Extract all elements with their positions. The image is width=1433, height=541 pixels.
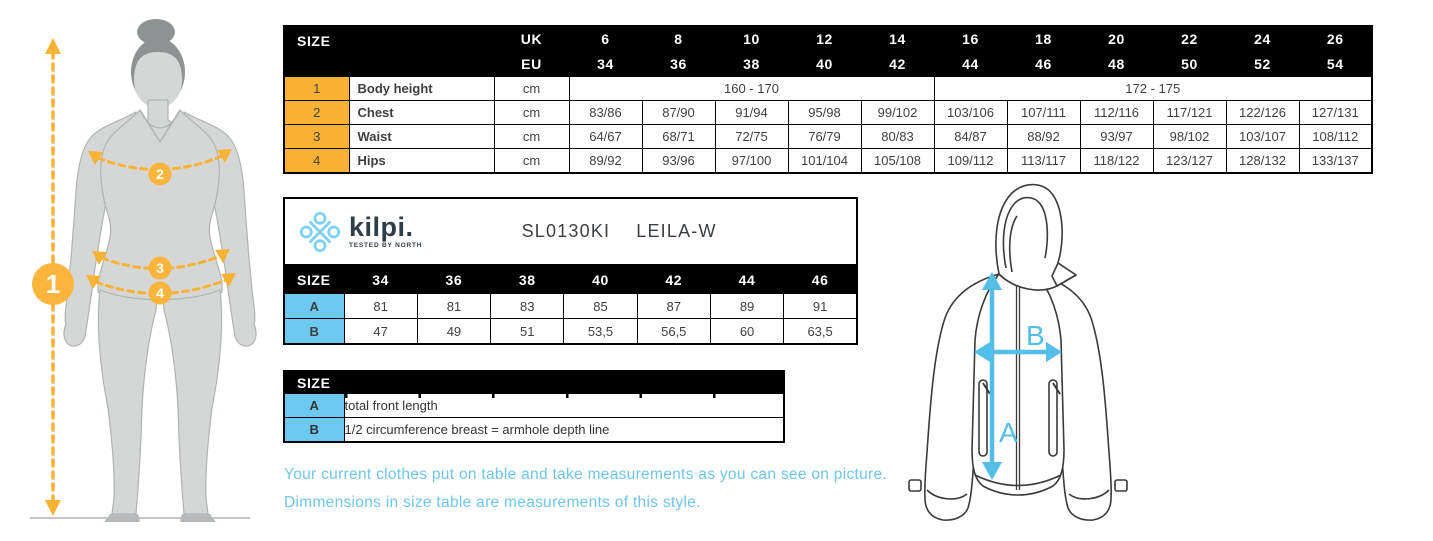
eu-size-cell: 50 — [1153, 52, 1226, 77]
value-cell: 93/97 — [1080, 125, 1153, 149]
value-cell: 87 — [637, 294, 710, 319]
eu-size-cell: 54 — [1299, 52, 1372, 77]
right-cuff-tab — [1115, 480, 1127, 491]
eu-size-cell: 42 — [861, 52, 934, 77]
body-measurement-figure — [18, 8, 270, 536]
right-pocket-zip — [1049, 380, 1057, 456]
row-label-cell: Body height — [349, 77, 494, 101]
marker-2: 2 — [156, 166, 164, 182]
row-label-cell: Hips — [349, 149, 494, 174]
size-cell: 42 — [637, 265, 710, 294]
eu-label: EU — [494, 52, 569, 77]
value-cell: 76/79 — [788, 125, 861, 149]
dimension-desc-cell: total front length — [344, 394, 784, 418]
waist-row — [284, 125, 1372, 149]
height-range-cell: 172 - 175 — [934, 77, 1372, 101]
uk-size-cell: 18 — [1007, 26, 1080, 52]
uk-size-cell: 10 — [715, 26, 788, 52]
value-cell: 109/112 — [934, 149, 1007, 174]
eu-size-cell: 46 — [1007, 52, 1080, 77]
dimension-a-row — [284, 294, 857, 319]
unit-cell: cm — [494, 101, 569, 125]
logo-text — [349, 211, 423, 250]
value-cell: 83 — [491, 294, 564, 319]
dimension-key-cell: B — [284, 319, 344, 345]
front-length-label: A — [999, 417, 1018, 448]
row-label-cell: Chest — [349, 101, 494, 125]
value-cell: 88/92 — [1007, 125, 1080, 149]
uk-size-cell: 14 — [861, 26, 934, 52]
row-number-cell: 3 — [284, 125, 349, 149]
value-cell: 95/98 — [788, 101, 861, 125]
size-header: SIZE — [284, 26, 494, 77]
dimension-legend-table — [283, 370, 785, 443]
value-cell: 122/126 — [1226, 101, 1299, 125]
garment-dimensions-table — [283, 264, 858, 345]
value-cell: 107/111 — [1007, 101, 1080, 125]
eu-size-cell: 52 — [1226, 52, 1299, 77]
value-cell: 113/117 — [1007, 149, 1080, 174]
unit-cell: cm — [494, 125, 569, 149]
value-cell: 127/131 — [1299, 101, 1372, 125]
body-height-row — [284, 77, 1372, 101]
note-line-2: Dimmensions in size table are measurements of this style. — [284, 494, 701, 511]
uk-size-cell: 24 — [1226, 26, 1299, 52]
value-cell: 49 — [417, 319, 490, 345]
size-cell: 34 — [344, 265, 417, 294]
product-code: SL0130KI — [521, 221, 611, 241]
kilpi-logo — [298, 210, 422, 254]
value-cell: 81 — [344, 294, 417, 319]
value-cell: 103/107 — [1226, 125, 1299, 149]
size-header: SIZE — [284, 265, 344, 294]
chest-width-label: B — [1026, 320, 1045, 351]
row-label-cell: Waist — [349, 125, 494, 149]
uk-size-cell: 26 — [1299, 26, 1372, 52]
value-cell: 84/87 — [934, 125, 1007, 149]
value-cell: 93/96 — [642, 149, 715, 174]
size-cell: 46 — [784, 265, 857, 294]
value-cell: 85 — [564, 294, 637, 319]
size-table-main — [283, 25, 1373, 174]
value-cell: 53,5 — [564, 319, 637, 345]
value-cell: 87/90 — [642, 101, 715, 125]
legend-b-row — [284, 418, 784, 443]
eu-size-cell: 34 — [569, 52, 642, 77]
eu-size-cell: 40 — [788, 52, 861, 77]
arrow-down-icon — [45, 500, 61, 516]
value-cell: 56,5 — [637, 319, 710, 345]
value-cell: 89 — [710, 294, 783, 319]
value-cell: 98/102 — [1153, 125, 1226, 149]
uk-label: UK — [494, 26, 569, 52]
brand-name: kilpi. — [349, 211, 414, 242]
size-header: SIZE — [284, 371, 784, 394]
row-number-cell: 1 — [284, 77, 349, 101]
value-cell: 97/100 — [715, 149, 788, 174]
value-cell: 105/108 — [861, 149, 934, 174]
value-cell: 60 — [710, 319, 783, 345]
note-line-1: Your current clothes put on table and take measurements as you can see on picture. — [284, 466, 888, 483]
uk-size-cell: 6 — [569, 26, 642, 52]
value-cell: 64/67 — [569, 125, 642, 149]
value-cell: 112/116 — [1080, 101, 1153, 125]
value-cell: 118/122 — [1080, 149, 1153, 174]
value-cell: 63,5 — [784, 319, 857, 345]
eu-size-cell: 36 — [642, 52, 715, 77]
value-cell: 91 — [784, 294, 857, 319]
size-cell: 36 — [417, 265, 490, 294]
value-cell: 117/121 — [1153, 101, 1226, 125]
marker-1: 1 — [45, 269, 61, 299]
size-cell: 40 — [564, 265, 637, 294]
left-leg — [98, 290, 157, 514]
value-cell: 128/132 — [1226, 149, 1299, 174]
uk-size-cell: 12 — [788, 26, 861, 52]
height-range-cell: 160 - 170 — [569, 77, 934, 101]
row-number-cell: 4 — [284, 149, 349, 174]
value-cell: 99/102 — [861, 101, 934, 125]
uk-size-cell: 20 — [1080, 26, 1153, 52]
dimension-b-row — [284, 319, 857, 345]
value-cell: 108/112 — [1299, 125, 1372, 149]
hips-row — [284, 149, 1372, 174]
chest-row — [284, 101, 1372, 125]
marker-3: 3 — [156, 260, 164, 276]
jacket-diagram — [895, 180, 1195, 540]
value-cell: 123/127 — [1153, 149, 1226, 174]
uk-sizes-row — [284, 26, 1372, 52]
kilpi-knot-icon — [298, 210, 342, 254]
product-name: LEILA-W — [636, 221, 717, 241]
value-cell: 68/71 — [642, 125, 715, 149]
left-cuff-tab — [909, 480, 921, 491]
size-cell: 38 — [491, 265, 564, 294]
product-sizes-row — [284, 265, 857, 294]
row-number-cell: 2 — [284, 101, 349, 125]
eu-size-cell: 44 — [934, 52, 1007, 77]
legend-header-row — [284, 371, 784, 394]
brand-tagline: TESTED BY NORTH — [349, 241, 423, 249]
unit-cell: cm — [494, 149, 569, 174]
left-foot — [104, 514, 140, 522]
value-cell: 103/106 — [934, 101, 1007, 125]
dimension-key-cell: A — [284, 294, 344, 319]
dimension-key-cell: A — [284, 394, 344, 418]
collar-flap — [1052, 263, 1076, 286]
product-code-block — [422, 221, 816, 242]
value-cell: 81 — [417, 294, 490, 319]
right-leg — [163, 290, 222, 514]
dimension-key-cell: B — [284, 418, 344, 443]
value-cell: 133/137 — [1299, 149, 1372, 174]
arrow-up-icon — [45, 38, 61, 54]
dimension-desc-cell: 1/2 circumference breast = armhole depth line — [344, 418, 784, 443]
value-cell: 101/104 — [788, 149, 861, 174]
value-cell: 83/86 — [569, 101, 642, 125]
uk-size-cell: 22 — [1153, 26, 1226, 52]
left-pocket-zip — [979, 380, 987, 456]
right-foot — [180, 514, 216, 522]
uk-size-cell: 8 — [642, 26, 715, 52]
eu-size-cell: 38 — [715, 52, 788, 77]
product-header — [283, 197, 858, 266]
measurement-notes — [284, 461, 887, 517]
value-cell: 80/83 — [861, 125, 934, 149]
size-cell: 44 — [710, 265, 783, 294]
unit-cell: cm — [494, 77, 569, 101]
eu-size-cell: 48 — [1080, 52, 1153, 77]
uk-size-cell: 16 — [934, 26, 1007, 52]
value-cell: 51 — [491, 319, 564, 345]
value-cell: 91/94 — [715, 101, 788, 125]
value-cell: 89/92 — [569, 149, 642, 174]
marker-4: 4 — [156, 285, 164, 301]
value-cell: 72/75 — [715, 125, 788, 149]
value-cell: 47 — [344, 319, 417, 345]
